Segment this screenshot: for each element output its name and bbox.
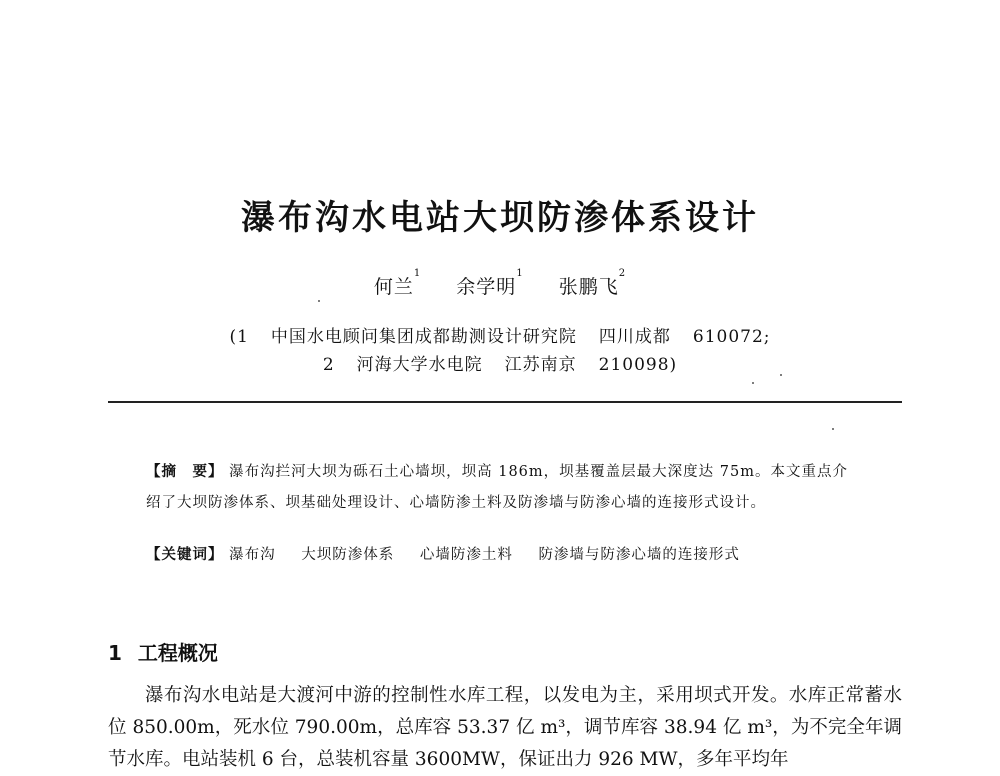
author: 张鹏飞$^2$ xyxy=(558,268,627,298)
section-title: 工程概况 xyxy=(137,641,218,665)
scan-speck xyxy=(752,382,754,384)
section-number: 1 xyxy=(108,641,122,665)
keyword: 防渗墙与防渗心墙的连接形式 xyxy=(538,547,740,563)
header-divider xyxy=(108,401,902,403)
keyword: 大坝防渗体系 xyxy=(301,547,395,563)
scan-speck xyxy=(318,300,320,302)
keyword: 瀑布沟 xyxy=(229,547,276,563)
author-list xyxy=(0,268,1000,299)
keywords xyxy=(146,543,858,564)
abstract-label: 【摘 要】 xyxy=(146,464,224,480)
section-heading xyxy=(108,637,218,666)
abstract xyxy=(146,457,858,519)
affiliation-2: 2 河海大学水电院 江苏南京 210098) xyxy=(322,355,678,375)
affiliation-1: (1 中国水电顾问集团成都勘测设计研究院 四川成都 610072; xyxy=(229,327,771,347)
scan-speck xyxy=(832,428,834,430)
keyword: 心墙防渗土料 xyxy=(419,547,513,563)
abstract-text: 瀑布沟拦河大坝为砾石土心墙坝，坝高 186m，坝基覆盖层最大深度达 75m。本文重点介绍了大坝防渗体系、坝基础处理设计、心墙防渗土料及防渗墙与防渗心墙的连接形式设计。 xyxy=(146,464,848,511)
paper-title: 瀑布沟水电站大坝防渗体系设计 xyxy=(241,198,759,238)
keywords-label: 【关键词】 xyxy=(146,547,224,563)
author: 何兰$^1$ xyxy=(373,268,422,298)
body-paragraph: 瀑布沟水电站是大渡河中游的控制性水库工程，以发电为主，采用坝式开发。水库正常蓄水位 850.00m，死水位 790.00m，总库容 53.37 亿 m³，调节库容 38.94 亿 m³，为不完全年调节水库。电站装机 6 台，总装机容量 3600MW，保证出力 926 MW，多年平均年 xyxy=(108,685,902,770)
scan-speck xyxy=(780,374,782,376)
author: 余学明$^1$ xyxy=(456,268,524,298)
